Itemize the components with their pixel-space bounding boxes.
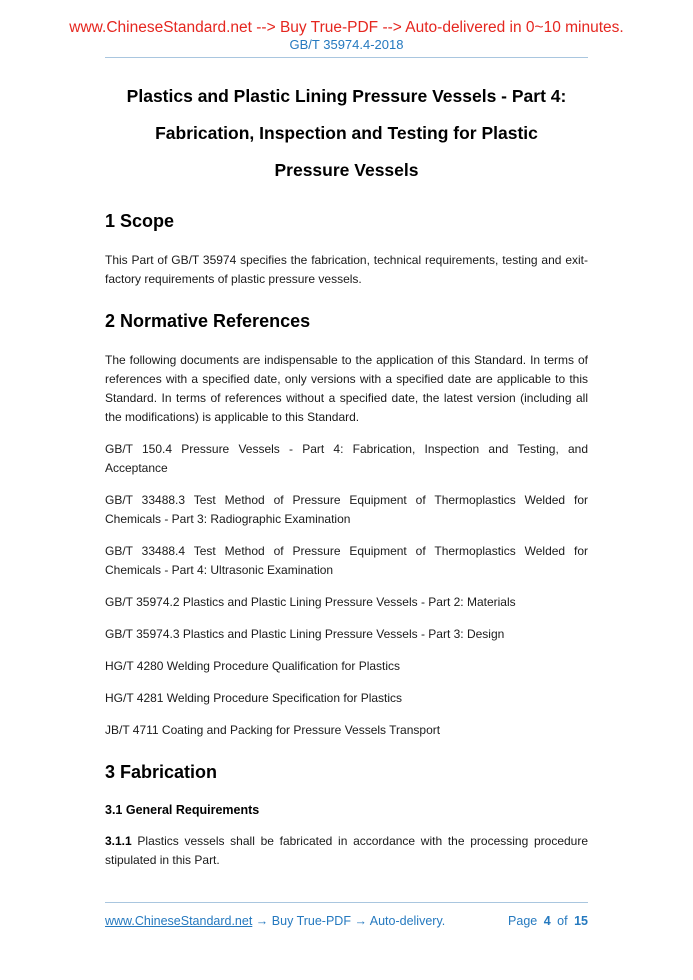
clause-text: Plastics vessels shall be fabricated in accordance with the processing procedure stipulated in this Part. — [105, 834, 589, 867]
section-heading-normative-references: 2 Normative References — [105, 311, 311, 331]
scope-paragraph: This Part of GB/T 35974 specifies the fabrication, technical requirements, testing and exit-factory requirements of plastic pressure vessels. — [105, 253, 588, 286]
clause-number: 3.1.1 — [105, 834, 132, 848]
reference-item-3: GB/T 33488.4 Test Method of Pressure Equipment of Thermoplastics Welded for Chemicals - Part 4: Ultrasonic Examination — [105, 544, 588, 577]
reference-item-7: HG/T 4281 Welding Procedure Specification for Plastics — [105, 691, 403, 705]
footer-links — [105, 912, 445, 931]
reference-item-4: GB/T 35974.2 Plastics and Plastic Lining Pressure Vessels - Part 2: Materials — [105, 595, 516, 609]
document-title — [105, 78, 588, 189]
page-label: Page — [508, 914, 538, 928]
page-footer — [105, 902, 588, 931]
page-current: 4 — [543, 914, 551, 928]
footer-delivery-text: Auto-delivery. — [369, 914, 446, 928]
section-heading-fabrication: 3 Fabrication — [105, 762, 218, 782]
footer-arrow-icon-1: → — [255, 914, 269, 928]
footer-arrow-icon-2: → — [354, 914, 367, 928]
document-body — [105, 78, 588, 870]
reference-item-8: JB/T 4711 Coating and Packing for Pressure Vessels Transport — [105, 723, 441, 737]
reference-item-5: GB/T 35974.3 Plastics and Plastic Lining Pressure Vessels - Part 3: Design — [105, 627, 505, 641]
footer-buy-text: Buy True-PDF — [271, 914, 351, 928]
page-total: 15 — [574, 914, 588, 928]
reference-item-2: GB/T 33488.3 Test Method of Pressure Equipment of Thermoplastics Welded for Chemicals - Part 3: Radiographic Examination — [105, 493, 588, 526]
normative-intro-paragraph: The following documents are indispensable to the application of this Standard. In terms of references with a specified date, only versions with a specified date are applicable to this Standard. In terms of references without a specified date, the latest version (including all the modifications) is applicable to this Standard. — [105, 353, 588, 424]
subsection-heading-general-requirements: 3.1 General Requirements — [105, 803, 260, 817]
reference-item-6: HG/T 4280 Welding Procedure Qualification for Plastics — [105, 659, 401, 673]
promo-banner: www.ChineseStandard.net --> Buy True-PDF --> Auto-delivered in 0~10 minutes. — [69, 19, 624, 36]
reference-item-1: GB/T 150.4 Pressure Vessels - Part 4: Fabrication, Inspection and Testing, and Acceptance — [105, 442, 588, 475]
header-rule — [105, 57, 588, 58]
footer-site-link[interactable]: www.ChineseStandard.net — [105, 914, 253, 928]
title-line-2: Fabrication, Inspection and Testing for Plastic — [155, 123, 538, 143]
title-line-3: Pressure Vessels — [274, 160, 419, 180]
clause-paragraph — [105, 832, 588, 870]
standard-number: GB/T 35974.4-2018 — [289, 37, 404, 52]
of-label: of — [557, 914, 568, 928]
title-line-1: Plastics and Plastic Lining Pressure Vessels - Part 4: — [126, 86, 567, 106]
page-indicator — [508, 912, 588, 931]
section-heading-scope: 1 Scope — [105, 211, 175, 231]
